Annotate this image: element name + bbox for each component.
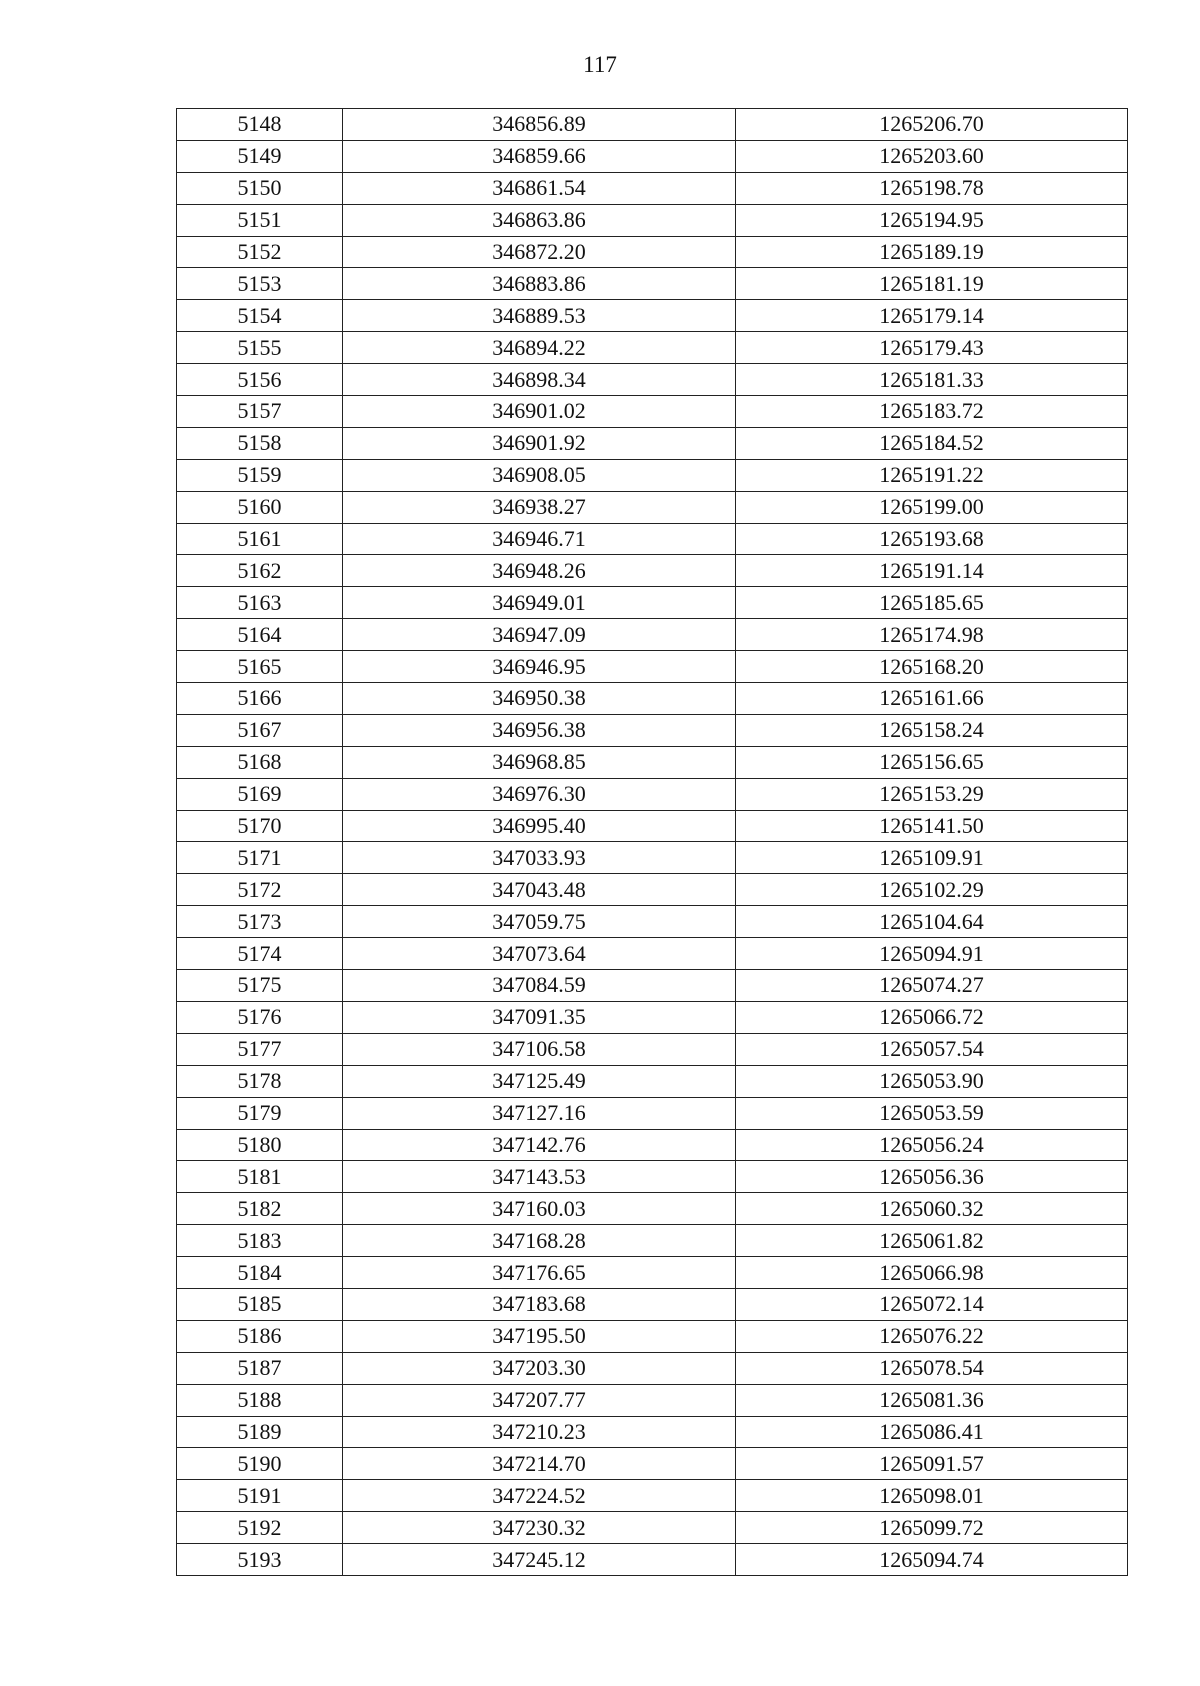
point-id-cell: 5176	[177, 1001, 343, 1033]
y-coordinate-cell: 1265102.29	[736, 874, 1128, 906]
table-row	[177, 683, 1128, 715]
point-id-cell: 5159	[177, 459, 343, 491]
y-coordinate-cell: 1265076.22	[736, 1320, 1128, 1352]
y-coordinate-cell: 1265206.70	[736, 109, 1128, 141]
point-id-cell: 5179	[177, 1097, 343, 1129]
x-coordinate-cell: 346883.86	[343, 268, 736, 300]
x-coordinate-cell: 346956.38	[343, 714, 736, 746]
table-row	[177, 714, 1128, 746]
y-coordinate-cell: 1265203.60	[736, 140, 1128, 172]
point-id-cell: 5185	[177, 1288, 343, 1320]
y-coordinate-cell: 1265094.74	[736, 1544, 1128, 1576]
point-id-cell: 5156	[177, 364, 343, 396]
table-row	[177, 364, 1128, 396]
x-coordinate-cell: 347091.35	[343, 1001, 736, 1033]
point-id-cell: 5178	[177, 1065, 343, 1097]
point-id-cell: 5170	[177, 810, 343, 842]
x-coordinate-cell: 346946.71	[343, 523, 736, 555]
coordinate-table	[176, 108, 1128, 1576]
y-coordinate-cell: 1265179.14	[736, 300, 1128, 332]
y-coordinate-cell: 1265094.91	[736, 938, 1128, 970]
table-row	[177, 1416, 1128, 1448]
point-id-cell: 5165	[177, 651, 343, 683]
table-row	[177, 332, 1128, 364]
point-id-cell: 5191	[177, 1480, 343, 1512]
y-coordinate-cell: 1265091.57	[736, 1448, 1128, 1480]
y-coordinate-cell: 1265104.64	[736, 906, 1128, 938]
table-row	[177, 427, 1128, 459]
point-id-cell: 5172	[177, 874, 343, 906]
table-row	[177, 874, 1128, 906]
table-row	[177, 842, 1128, 874]
point-id-cell: 5148	[177, 109, 343, 141]
point-id-cell: 5154	[177, 300, 343, 332]
y-coordinate-cell: 1265078.54	[736, 1352, 1128, 1384]
point-id-cell: 5149	[177, 140, 343, 172]
table-row	[177, 140, 1128, 172]
table-row	[177, 268, 1128, 300]
point-id-cell: 5188	[177, 1384, 343, 1416]
x-coordinate-cell: 346872.20	[343, 236, 736, 268]
point-id-cell: 5157	[177, 396, 343, 428]
table-row	[177, 491, 1128, 523]
x-coordinate-cell: 346861.54	[343, 172, 736, 204]
y-coordinate-cell: 1265109.91	[736, 842, 1128, 874]
table-row	[177, 970, 1128, 1002]
x-coordinate-cell: 346949.01	[343, 587, 736, 619]
y-coordinate-cell: 1265183.72	[736, 396, 1128, 428]
y-coordinate-cell: 1265072.14	[736, 1288, 1128, 1320]
point-id-cell: 5182	[177, 1193, 343, 1225]
y-coordinate-cell: 1265066.72	[736, 1001, 1128, 1033]
x-coordinate-cell: 347224.52	[343, 1480, 736, 1512]
point-id-cell: 5160	[177, 491, 343, 523]
table-row	[177, 1288, 1128, 1320]
y-coordinate-cell: 1265185.65	[736, 587, 1128, 619]
x-coordinate-cell: 347127.16	[343, 1097, 736, 1129]
point-id-cell: 5187	[177, 1352, 343, 1384]
y-coordinate-cell: 1265056.24	[736, 1129, 1128, 1161]
x-coordinate-cell: 347106.58	[343, 1033, 736, 1065]
x-coordinate-cell: 347073.64	[343, 938, 736, 970]
point-id-cell: 5152	[177, 236, 343, 268]
y-coordinate-cell: 1265158.24	[736, 714, 1128, 746]
point-id-cell: 5169	[177, 778, 343, 810]
point-id-cell: 5181	[177, 1161, 343, 1193]
point-id-cell: 5184	[177, 1257, 343, 1289]
table-row	[177, 1001, 1128, 1033]
x-coordinate-cell: 346950.38	[343, 683, 736, 715]
x-coordinate-cell: 346976.30	[343, 778, 736, 810]
x-coordinate-cell: 346968.85	[343, 746, 736, 778]
point-id-cell: 5174	[177, 938, 343, 970]
y-coordinate-cell: 1265066.98	[736, 1257, 1128, 1289]
table-row	[177, 1448, 1128, 1480]
y-coordinate-cell: 1265181.33	[736, 364, 1128, 396]
y-coordinate-cell: 1265181.19	[736, 268, 1128, 300]
table-row	[177, 1193, 1128, 1225]
table-row	[177, 938, 1128, 970]
table-row	[177, 746, 1128, 778]
x-coordinate-cell: 347143.53	[343, 1161, 736, 1193]
point-id-cell: 5164	[177, 619, 343, 651]
point-id-cell: 5190	[177, 1448, 343, 1480]
y-coordinate-cell: 1265199.00	[736, 491, 1128, 523]
point-id-cell: 5162	[177, 555, 343, 587]
y-coordinate-cell: 1265193.68	[736, 523, 1128, 555]
table-row	[177, 236, 1128, 268]
y-coordinate-cell: 1265189.19	[736, 236, 1128, 268]
x-coordinate-cell: 347084.59	[343, 970, 736, 1002]
table-row	[177, 204, 1128, 236]
table-row	[177, 109, 1128, 141]
x-coordinate-cell: 346856.89	[343, 109, 736, 141]
table-row	[177, 396, 1128, 428]
table-row	[177, 1225, 1128, 1257]
table-row	[177, 523, 1128, 555]
x-coordinate-cell: 347195.50	[343, 1320, 736, 1352]
table-row	[177, 1480, 1128, 1512]
point-id-cell: 5158	[177, 427, 343, 459]
x-coordinate-cell: 346863.86	[343, 204, 736, 236]
point-id-cell: 5167	[177, 714, 343, 746]
y-coordinate-cell: 1265156.65	[736, 746, 1128, 778]
x-coordinate-cell: 346889.53	[343, 300, 736, 332]
y-coordinate-cell: 1265060.32	[736, 1193, 1128, 1225]
point-id-cell: 5192	[177, 1512, 343, 1544]
x-coordinate-cell: 346901.02	[343, 396, 736, 428]
x-coordinate-cell: 346859.66	[343, 140, 736, 172]
point-id-cell: 5161	[177, 523, 343, 555]
y-coordinate-cell: 1265074.27	[736, 970, 1128, 1002]
table-row	[177, 1320, 1128, 1352]
table-row	[177, 587, 1128, 619]
point-id-cell: 5151	[177, 204, 343, 236]
point-id-cell: 5175	[177, 970, 343, 1002]
x-coordinate-cell: 347245.12	[343, 1544, 736, 1576]
y-coordinate-cell: 1265174.98	[736, 619, 1128, 651]
table-row	[177, 1065, 1128, 1097]
x-coordinate-cell: 346898.34	[343, 364, 736, 396]
x-coordinate-cell: 347230.32	[343, 1512, 736, 1544]
table-row	[177, 459, 1128, 491]
y-coordinate-cell: 1265141.50	[736, 810, 1128, 842]
table-row	[177, 651, 1128, 683]
table-row	[177, 172, 1128, 204]
y-coordinate-cell: 1265184.52	[736, 427, 1128, 459]
x-coordinate-cell: 347142.76	[343, 1129, 736, 1161]
x-coordinate-cell: 346946.95	[343, 651, 736, 683]
point-id-cell: 5173	[177, 906, 343, 938]
point-id-cell: 5186	[177, 1320, 343, 1352]
x-coordinate-cell: 346995.40	[343, 810, 736, 842]
x-coordinate-cell: 347176.65	[343, 1257, 736, 1289]
x-coordinate-cell: 346948.26	[343, 555, 736, 587]
table-row	[177, 1257, 1128, 1289]
table-row	[177, 1097, 1128, 1129]
x-coordinate-cell: 346947.09	[343, 619, 736, 651]
y-coordinate-cell: 1265161.66	[736, 683, 1128, 715]
x-coordinate-cell: 347125.49	[343, 1065, 736, 1097]
x-coordinate-cell: 346901.92	[343, 427, 736, 459]
point-id-cell: 5163	[177, 587, 343, 619]
table-row	[177, 1033, 1128, 1065]
x-coordinate-cell: 347160.03	[343, 1193, 736, 1225]
coordinate-table-body	[177, 109, 1128, 1576]
x-coordinate-cell: 347183.68	[343, 1288, 736, 1320]
x-coordinate-cell: 347203.30	[343, 1352, 736, 1384]
table-row	[177, 555, 1128, 587]
y-coordinate-cell: 1265053.90	[736, 1065, 1128, 1097]
x-coordinate-cell: 346938.27	[343, 491, 736, 523]
y-coordinate-cell: 1265099.72	[736, 1512, 1128, 1544]
point-id-cell: 5180	[177, 1129, 343, 1161]
table-row	[177, 810, 1128, 842]
point-id-cell: 5150	[177, 172, 343, 204]
y-coordinate-cell: 1265086.41	[736, 1416, 1128, 1448]
point-id-cell: 5177	[177, 1033, 343, 1065]
y-coordinate-cell: 1265191.22	[736, 459, 1128, 491]
table-row	[177, 1129, 1128, 1161]
table-row	[177, 619, 1128, 651]
y-coordinate-cell: 1265098.01	[736, 1480, 1128, 1512]
point-id-cell: 5166	[177, 683, 343, 715]
table-row	[177, 906, 1128, 938]
table-row	[177, 778, 1128, 810]
table-row	[177, 1512, 1128, 1544]
point-id-cell: 5168	[177, 746, 343, 778]
y-coordinate-cell: 1265194.95	[736, 204, 1128, 236]
table-row	[177, 1352, 1128, 1384]
table-row	[177, 1544, 1128, 1576]
x-coordinate-cell: 346894.22	[343, 332, 736, 364]
y-coordinate-cell: 1265057.54	[736, 1033, 1128, 1065]
y-coordinate-cell: 1265053.59	[736, 1097, 1128, 1129]
x-coordinate-cell: 347210.23	[343, 1416, 736, 1448]
y-coordinate-cell: 1265153.29	[736, 778, 1128, 810]
x-coordinate-cell: 346908.05	[343, 459, 736, 491]
y-coordinate-cell: 1265061.82	[736, 1225, 1128, 1257]
y-coordinate-cell: 1265198.78	[736, 172, 1128, 204]
point-id-cell: 5155	[177, 332, 343, 364]
table-row	[177, 1161, 1128, 1193]
y-coordinate-cell: 1265179.43	[736, 332, 1128, 364]
y-coordinate-cell: 1265168.20	[736, 651, 1128, 683]
point-id-cell: 5193	[177, 1544, 343, 1576]
x-coordinate-cell: 347033.93	[343, 842, 736, 874]
point-id-cell: 5183	[177, 1225, 343, 1257]
y-coordinate-cell: 1265056.36	[736, 1161, 1128, 1193]
x-coordinate-cell: 347207.77	[343, 1384, 736, 1416]
x-coordinate-cell: 347168.28	[343, 1225, 736, 1257]
page-number: 117	[583, 52, 617, 77]
table-row	[177, 300, 1128, 332]
table-row	[177, 1384, 1128, 1416]
y-coordinate-cell: 1265081.36	[736, 1384, 1128, 1416]
x-coordinate-cell: 347214.70	[343, 1448, 736, 1480]
y-coordinate-cell: 1265191.14	[736, 555, 1128, 587]
x-coordinate-cell: 347059.75	[343, 906, 736, 938]
point-id-cell: 5171	[177, 842, 343, 874]
point-id-cell: 5189	[177, 1416, 343, 1448]
point-id-cell: 5153	[177, 268, 343, 300]
x-coordinate-cell: 347043.48	[343, 874, 736, 906]
